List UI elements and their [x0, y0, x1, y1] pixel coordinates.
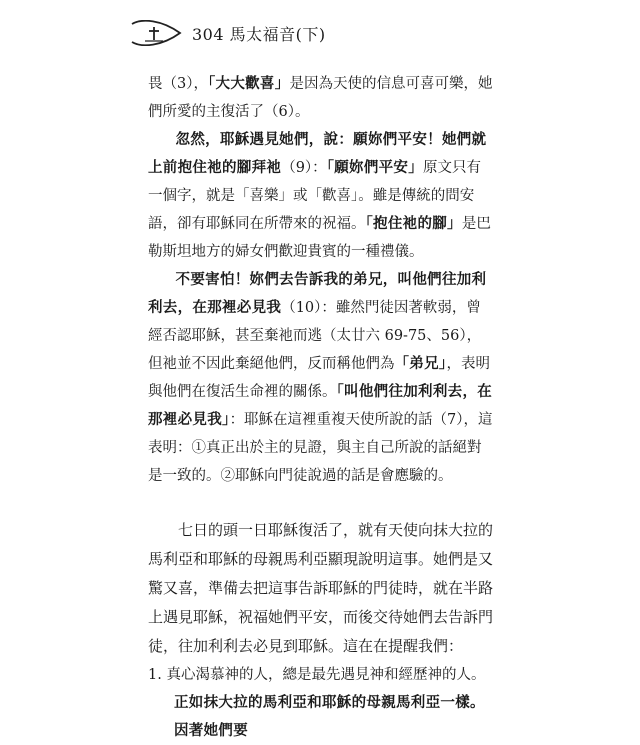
paragraph-text: ：耶穌在這裡重複天使所說的話（7），這表明：①真正出於主的見證，與主自己所說的話絕對是一致的。②耶穌向門徒說過的話是會應驗的。	[148, 412, 493, 484]
paragraph-text: 原文只有一個字，就是「喜樂」或「歡喜」。雖是傳統的問安語，卻有耶穌同在所帶來的祝福。	[148, 160, 482, 232]
paragraph-text: 真心渴慕神的人，總是最先遇見神和經歷神的人。	[166, 667, 486, 683]
paragraph-text: ，表明與他們在復活生命裡的關係。	[148, 356, 490, 400]
page-body	[148, 70, 493, 745]
page-number: 304	[192, 24, 225, 44]
paragraph-text: 是巴勒斯坦地方的婦女們歡迎貴賓的一種禮儀。	[148, 216, 491, 260]
paragraph-text: 是因為天使的信息可喜可樂，她們所愛的主復活了（6）。	[148, 76, 493, 120]
paragraph-text: （9）：	[281, 160, 327, 176]
page-header	[130, 18, 326, 48]
scripture-quote: 不要害怕！妳們去告訴我的弟兄，叫他們往加利利去，在那裡必見我	[148, 272, 487, 316]
list-number: 1.	[148, 667, 167, 683]
scripture-quote: 「大大歡喜」	[207, 76, 290, 92]
commentary-paragraph	[148, 266, 493, 490]
scripture-quote: 「叫他們往加利利去，在那裡必見我」	[148, 384, 493, 428]
list-item	[148, 661, 493, 745]
commentary-paragraphs	[148, 70, 493, 490]
scripture-quote: 「抱住祂的腳」	[365, 216, 462, 232]
paragraph-text: 畏（3），	[148, 76, 208, 92]
book-title: 馬太福音(下)	[229, 24, 326, 44]
scripture-quote: 「弟兄」	[394, 356, 447, 372]
commentary-paragraph	[148, 70, 493, 126]
running-header	[192, 22, 326, 45]
paragraph-text: （10）：雖然門徒因著軟弱，曾經否認耶穌，甚至棄祂而逃（太廿六 69-75、56），但祂並不因此棄絕他們，反而稱他們為	[148, 300, 482, 372]
commentary-paragraph	[148, 126, 493, 266]
scripture-quote: 「願妳們平安」	[326, 160, 424, 176]
scripture-quote: 忽然，耶穌遇見她們，說：願妳們平安！她們就上前抱住祂的腳拜祂	[148, 132, 487, 176]
numbered-list	[148, 661, 493, 745]
ichthys-fish-icon	[130, 20, 182, 46]
summary-paragraph: 七日的頭一日耶穌復活了，就有天使向抹大拉的馬利亞和耶穌的母親馬利亞顯現說明這事。她們是又驚又喜，準備去把這事告訴耶穌的門徒時，就在半路上遇見耶穌，祝福她們平安，而後交待她們去告訴門徒，往加利利去必見到耶穌。這在在提醒我們：	[148, 521, 494, 655]
scripture-quote: 正如抹大拉的馬利亞和耶穌的母親馬利亞一樣。因著她們要	[174, 695, 485, 739]
